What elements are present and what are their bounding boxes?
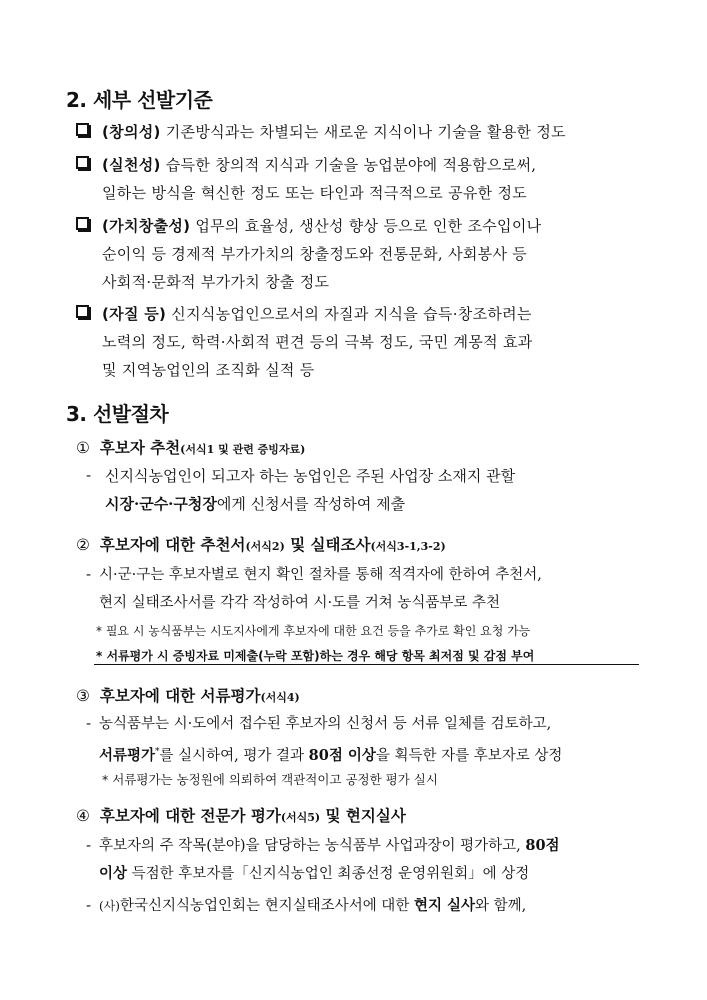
criterion-text: 신지식농업인으로서의 자질과 지식을 습득·창조하려는 [171, 305, 532, 323]
step-form-ref: (서식3-1,3-2) [370, 540, 446, 553]
emphasis-text: 이상 [99, 865, 128, 882]
footnote-underline [94, 664, 639, 665]
checkbox-square-icon [76, 217, 89, 230]
criterion-text: 기존방식과는 차별되는 새로운 지식이나 기술을 활용한 정도 [165, 123, 566, 141]
section-3-heading: 3. 선발절차 [66, 402, 169, 426]
footnote-marker: * [155, 747, 160, 757]
step-2-heading [76, 533, 446, 555]
checkbox-square-icon [76, 305, 89, 318]
step-number: ③ [76, 687, 90, 705]
emphasis-text: 80점 [525, 837, 560, 854]
section-2-heading: 2. 세부 선발기준 [66, 88, 213, 112]
criterion-tag: (가치창출성) [102, 217, 191, 235]
emphasis-text: 80점 이상 [308, 746, 376, 764]
criterion-line [102, 151, 536, 179]
criterion-line [102, 300, 532, 328]
criterion-text: 일하는 방식을 혁신한 정도 또는 타인과 적극적으로 공유한 정도 [102, 184, 528, 202]
emphasis-text: 서류평가 [99, 746, 156, 764]
criterion-line [102, 118, 651, 146]
body-text: 한국신지식농업인회는 현지실태조사서에 대한 [119, 898, 414, 914]
step-form-ref: (서식2) [245, 540, 285, 553]
bullet-dash: - [86, 836, 92, 854]
step-number: ④ [76, 807, 90, 825]
body-text: (사) [99, 899, 120, 913]
step-3-desc-line [99, 738, 562, 766]
step-title-mid: 및 현지실사 [320, 806, 406, 825]
step-1-heading [76, 436, 305, 458]
checkbox-square-icon [76, 123, 89, 136]
criterion-line [102, 212, 541, 240]
step-title: 후보자에 대한 서류평가 [99, 686, 261, 705]
step-2-desc-line: 시·군·구는 후보자별로 현지 확인 절차를 통해 적격자에 한하여 추천서, [99, 567, 542, 583]
step-form-ref: (서식4) [260, 691, 300, 704]
criterion-text: 순이익 등 경제적 부가가치의 창출정도와 전통문화, 사회봉사 등 [102, 245, 528, 263]
criterion-tag: (창의성) [102, 123, 161, 141]
criterion-text: 습득한 창의적 지식과 기술을 농업분야에 적용함으로써, [165, 156, 537, 174]
bullet-dash: - [86, 565, 92, 583]
step-title: 후보자에 대한 전문가 평가 [99, 806, 281, 825]
step-form-ref: (서식1 및 관련 증빙자료) [180, 443, 306, 456]
step-number: ① [76, 439, 90, 457]
emphasis-text: 시장·군수·구청장 [105, 495, 217, 513]
footnote: * 필요 시 농식품부는 시도지사에게 후보자에 대한 요건 등을 추가로 확인 요청 가능 [96, 624, 531, 638]
checkbox-square-icon [76, 156, 89, 169]
step-3-desc-line: 농식품부는 시·도에서 접수된 후보자의 신청서 등 서류 일체를 검토하고, [99, 716, 552, 732]
step-4-desc-line [99, 892, 526, 920]
body-text: 을 획득한 자를 후보자로 상정 [375, 747, 563, 764]
criterion-tag: (자질 등) [102, 305, 167, 323]
bullet-dash: - [86, 714, 92, 732]
body-text: 에게 신청서를 작성하여 제출 [216, 495, 406, 513]
footnote: * 서류평가는 농정원에 의뢰하여 객관적이고 공정한 평가 실시 [102, 772, 438, 787]
criterion-text: 및 지역농업인의 조직화 실적 등 [102, 361, 315, 379]
step-3-heading [76, 684, 300, 706]
step-1-desc-line [105, 490, 405, 518]
body-text: 와 함께, [475, 898, 527, 914]
criterion-text: 사회적·문화적 부가가치 창출 정도 [102, 273, 330, 291]
step-title-mid: 및 실태조사 [284, 535, 371, 554]
body-text: 득점한 후보자를「신지식농업인 최종선정 운영위원회」에 상정 [127, 866, 530, 882]
step-1-desc-line: 신지식농업인이 되고자 하는 농업인은 주된 사업장 소재지 관할 [105, 467, 516, 485]
bullet-dash: - [86, 896, 92, 914]
step-4-desc-line [99, 832, 560, 860]
criterion-text: 노력의 정도, 학력·사회적 편견 등의 극복 정도, 국민 계몽적 효과 [102, 333, 533, 351]
step-4-heading [76, 804, 406, 826]
step-form-ref: (서식5) [280, 811, 321, 824]
step-2-desc-line: 현지 실태조사서를 각각 작성하여 시·도를 거쳐 농식품부로 추천 [99, 595, 501, 611]
emphasis-text: 현지 실사 [413, 897, 476, 914]
body-text: 후보자의 주 작목(분야)을 담당하는 농식품부 사업과장이 평가하고, [99, 838, 521, 854]
step-4-desc-line [99, 860, 529, 888]
step-number: ② [76, 536, 90, 554]
step-title: 후보자에 대한 추천서 [99, 535, 246, 554]
body-text: 를 실시하여, 평가 결과 [159, 747, 309, 764]
step-title: 후보자 추천 [99, 438, 181, 457]
criterion-tag: (실천성) [102, 156, 161, 174]
footnote-emphasis: * 서류평가 시 증빙자료 미제출(누락 포함)하는 경우 해당 항목 최저점 및 감점 부여 [96, 649, 535, 663]
criterion-text: 업무의 효율성, 생산성 향상 등으로 인한 조수입이나 [195, 217, 542, 235]
bullet-dash: - [86, 466, 92, 484]
